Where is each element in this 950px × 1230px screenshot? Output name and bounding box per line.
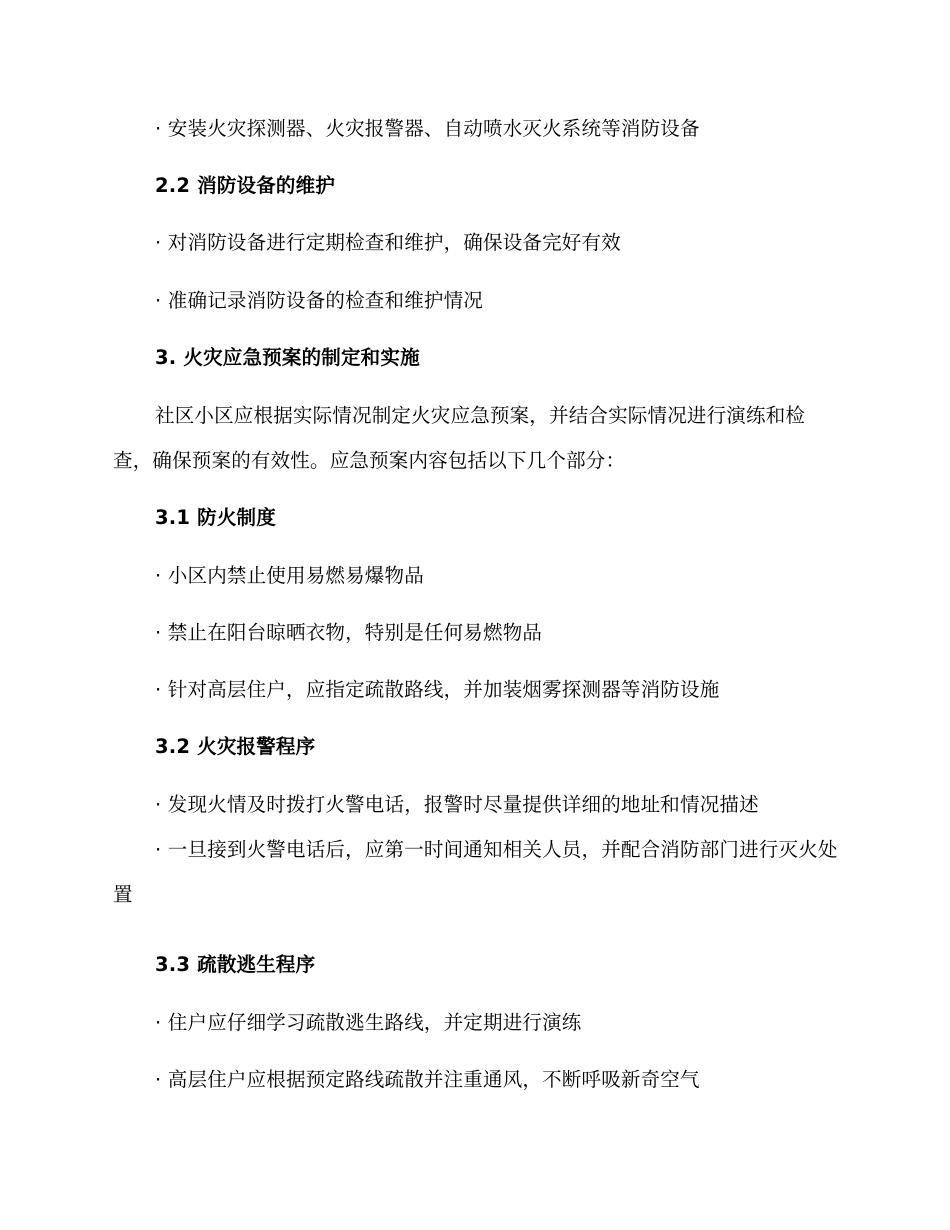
bullet-item: · 小区内禁止使用易燃易爆物品 [155, 564, 424, 587]
section-heading: 3. 火灾应急预案的制定和实施 [155, 346, 420, 369]
section-heading: 3.3 疏散逃生程序 [155, 953, 316, 976]
bullet-item: · 高层住户应根据预定路线疏散并注重通风，不断呼吸新奇空气 [155, 1068, 700, 1091]
bullet-item: · 禁止在阳台晾晒衣物，特别是任何易燃物品 [155, 621, 543, 644]
body-paragraph: 社区小区应根据实际情况制定火灾应急预案，并结合实际情况进行演练和检查，确保预案的有效性。应急预案内容包括以下几个部分： [113, 404, 806, 472]
section-heading: 3.2 火灾报警程序 [155, 735, 316, 758]
bullet-item: · 准确记录消防设备的检查和维护情况 [155, 289, 483, 312]
section-heading: 3.1 防火制度 [155, 506, 276, 529]
bullet-item: · 一旦接到火警电话后，应第一时间通知相关人员，并配合消防部门进行灭火处置 [113, 838, 838, 906]
bullet-item: · 针对高层住户，应指定疏散路线，并加装烟雾探测器等消防设施 [155, 678, 720, 701]
bullet-item: · 发现火情及时拨打火警电话，报警时尽量提供详细的地址和情况描述 [155, 793, 759, 816]
bullet-item: · 对消防设备进行定期检查和维护，确保设备完好有效 [155, 231, 621, 254]
bullet-item: · 住户应仔细学习疏散逃生路线，并定期进行演练 [155, 1011, 582, 1034]
bullet-item: · 安装火灾探测器、火灾报警器、自动喷水灭火系统等消防设备 [155, 117, 700, 140]
section-heading: 2.2 消防设备的维护 [155, 174, 336, 197]
